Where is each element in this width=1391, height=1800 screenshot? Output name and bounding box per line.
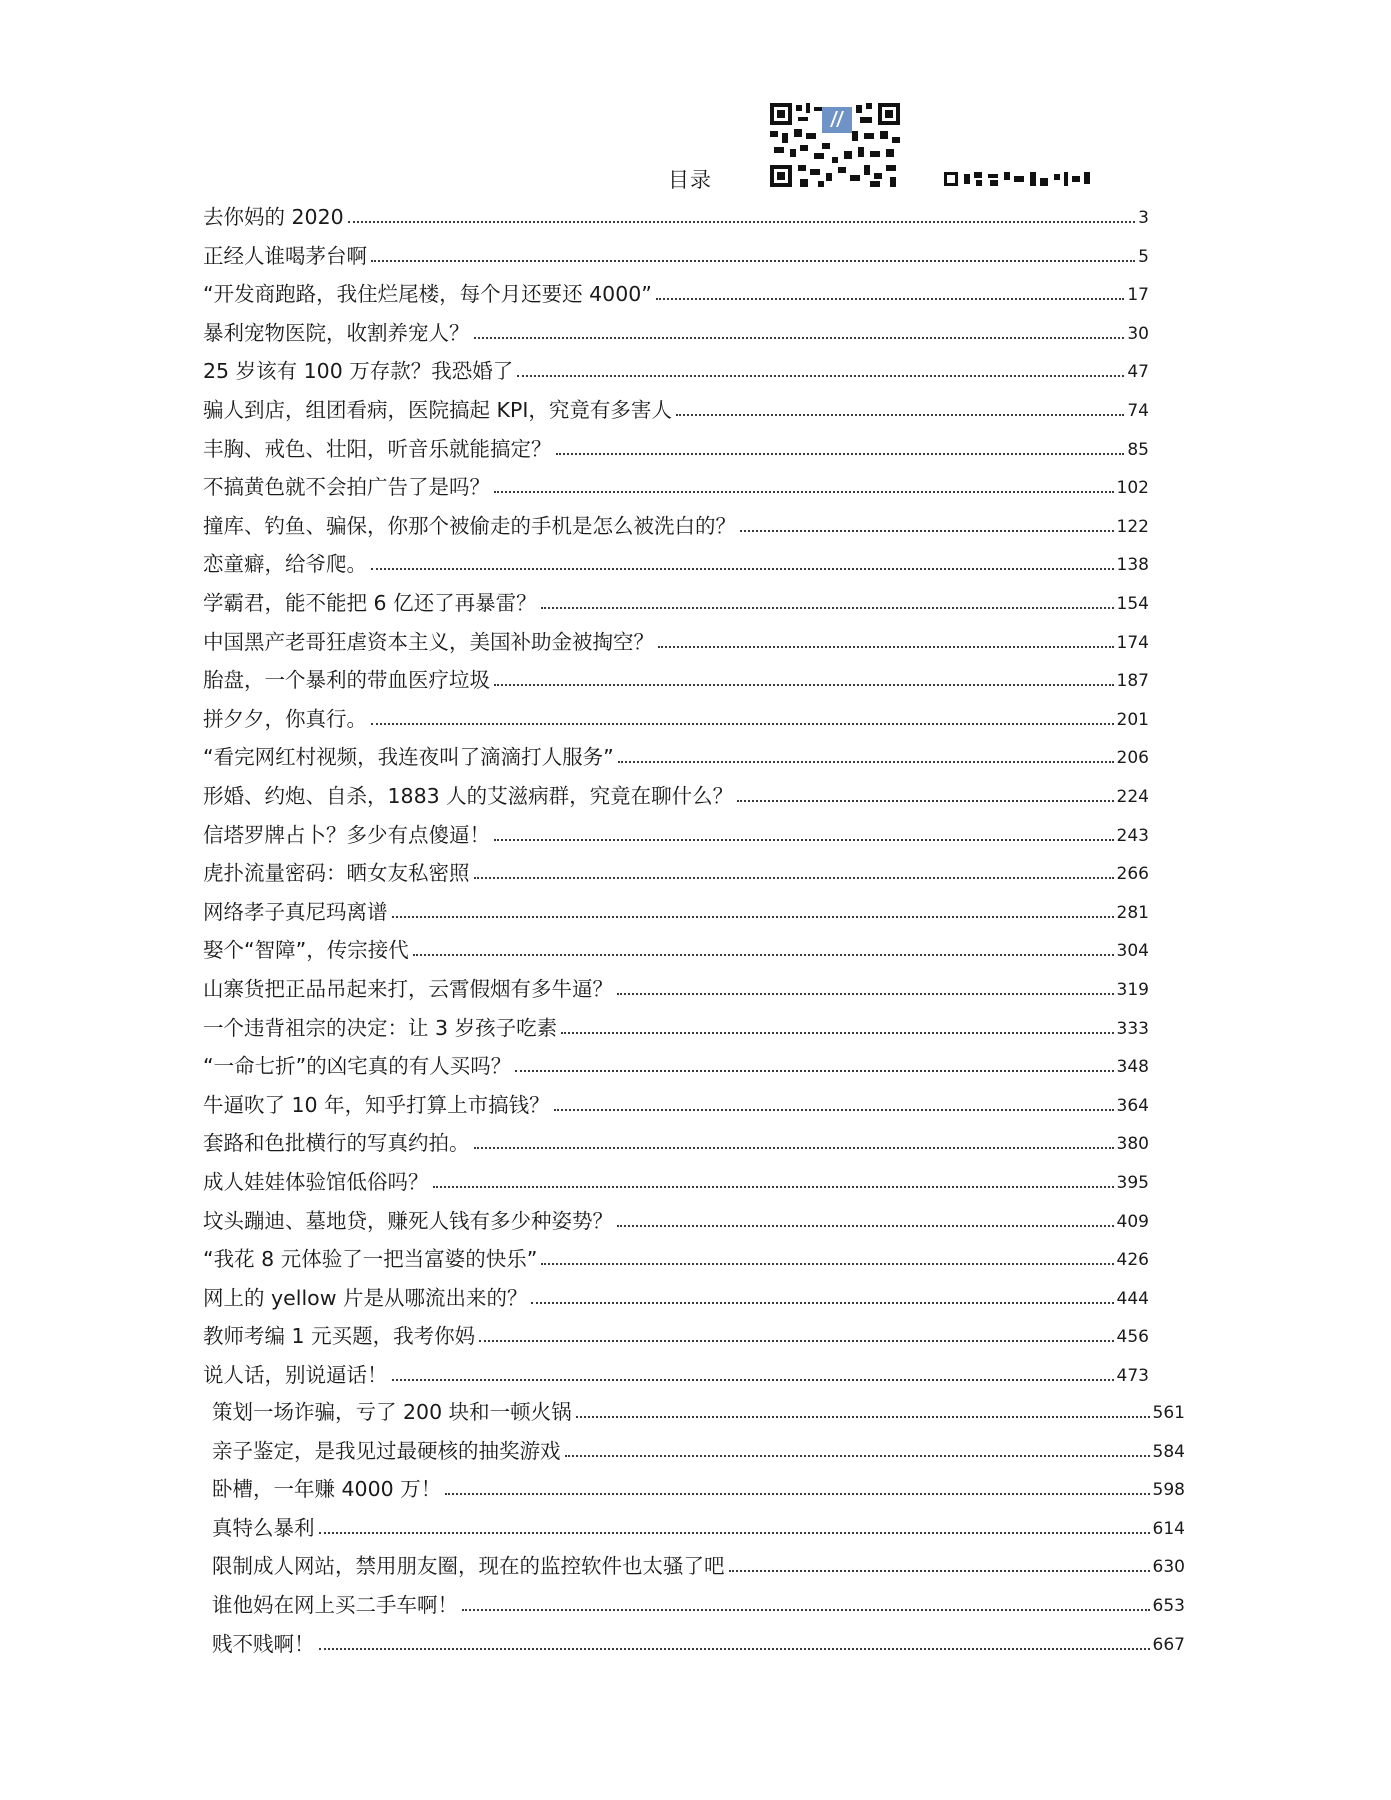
toc-entry-title: 娶个“智障”，传宗接代 xyxy=(203,938,409,963)
toc-entry[interactable] xyxy=(203,1122,1149,1156)
dot-leader xyxy=(541,607,1114,609)
toc-entry-title: 撞库、钓鱼、骗保，你那个被偷走的手机是怎么被洗白的？ xyxy=(203,513,736,538)
toc-entry[interactable] xyxy=(212,1623,1185,1657)
toc-entry-title: 坟头蹦迪、墓地贷，赚死人钱有多少种姿势？ xyxy=(203,1208,613,1233)
toc-entry-title: 说人话，别说逼话！ xyxy=(203,1363,388,1387)
toc-entry[interactable] xyxy=(203,698,1149,732)
dot-leader xyxy=(371,568,1114,570)
toc-entry[interactable] xyxy=(203,196,1149,230)
dot-leader xyxy=(371,723,1114,725)
dot-leader xyxy=(556,453,1125,455)
toc-entry-page-number: 174 xyxy=(1116,632,1149,653)
dot-leader xyxy=(348,221,1135,223)
toc-entry-page-number: 380 xyxy=(1116,1134,1149,1155)
toc-entry-title: “看完网红村视频，我连夜叫了滴滴打人服务” xyxy=(203,745,614,770)
dot-leader xyxy=(576,1416,1150,1418)
toc-entry-title: 贱不贱啊！ xyxy=(212,1631,315,1656)
toc-entry-page-number: 364 xyxy=(1116,1095,1149,1116)
toc-entry[interactable] xyxy=(203,1161,1149,1195)
dot-leader xyxy=(740,530,1114,532)
dot-leader xyxy=(479,1340,1113,1342)
toc-entry-title: 谁他妈在网上买二手车啊！ xyxy=(212,1593,458,1617)
dot-leader xyxy=(474,1147,1114,1149)
toc-entry[interactable] xyxy=(203,428,1149,462)
toc-entry-page-number: 224 xyxy=(1116,787,1149,807)
toc-entry-page-number: 653 xyxy=(1152,1596,1185,1616)
toc-entry-title: 真特么暴利 xyxy=(212,1515,315,1540)
toc-entry-title: “一命七折”的凶宅真的有人买吗？ xyxy=(203,1054,512,1079)
toc-entry-page-number: 3 xyxy=(1138,208,1149,228)
dot-leader xyxy=(319,1648,1150,1650)
dot-leader xyxy=(445,1493,1149,1495)
toc-entry[interactable] xyxy=(203,466,1149,500)
dot-leader xyxy=(541,1263,1113,1265)
dot-leader xyxy=(433,1186,1114,1188)
toc-entry[interactable] xyxy=(203,891,1149,925)
toc-entry-page-number: 17 xyxy=(1127,285,1149,306)
toc-entry-page-number: 266 xyxy=(1116,864,1149,885)
toc-entry-page-number: 456 xyxy=(1116,1327,1149,1348)
toc-entry-page-number: 5 xyxy=(1138,246,1149,267)
dot-leader xyxy=(554,1109,1114,1111)
toc-entry-page-number: 473 xyxy=(1116,1366,1149,1386)
toc-entry-page-number: 85 xyxy=(1127,439,1149,460)
dot-leader xyxy=(494,491,1114,493)
toc-entry[interactable] xyxy=(212,1430,1185,1464)
dot-leader xyxy=(676,414,1124,416)
toc-entry-page-number: 30 xyxy=(1127,323,1149,344)
toc-entry-page-number: 74 xyxy=(1127,401,1149,421)
dot-leader xyxy=(531,1302,1113,1304)
toc-entry-page-number: 304 xyxy=(1116,941,1149,962)
toc-entry[interactable] xyxy=(203,235,1149,269)
dot-leader xyxy=(319,1532,1150,1534)
dot-leader xyxy=(617,1225,1114,1227)
toc-entry[interactable] xyxy=(203,621,1149,655)
toc-entry-title: 一个违背祖宗的决定：让 3 岁孩子吃素 xyxy=(203,1015,558,1040)
toc-entry[interactable] xyxy=(203,543,1149,577)
dot-leader xyxy=(656,298,1124,300)
toc-entry[interactable] xyxy=(203,1354,1149,1388)
toc-entry[interactable] xyxy=(203,1315,1149,1349)
dot-leader xyxy=(617,993,1114,995)
toc-entry[interactable] xyxy=(212,1545,1185,1579)
toc-entry-page-number: 333 xyxy=(1116,1018,1149,1039)
toc-entry-title: 暴利宠物医院，收割养宠人？ xyxy=(203,320,470,345)
dot-leader xyxy=(462,1609,1150,1611)
toc-entry[interactable] xyxy=(212,1391,1185,1425)
toc-entry-title: 套路和色批横行的写真约拍。 xyxy=(203,1131,470,1156)
toc-entry-page-number: 395 xyxy=(1116,1173,1149,1193)
dot-leader xyxy=(474,877,1114,879)
toc-entry-page-number: 409 xyxy=(1116,1211,1149,1232)
toc-entry-title: 虎扑流量密码：晒女友私密照 xyxy=(203,861,470,886)
toc-entry-title: 形婚、约炮、自杀，1883 人的艾滋病群，究竟在聊什么？ xyxy=(203,784,734,808)
toc-entry-page-number: 614 xyxy=(1152,1518,1185,1539)
toc-entry-title: 策划一场诈骗，亏了 200 块和一顿火锅 xyxy=(212,1400,572,1424)
toc-entry-title: 牛逼吹了 10 年，知乎打算上市搞钱？ xyxy=(203,1092,550,1117)
toc-entry-title: 拼夕夕，你真行。 xyxy=(203,706,367,731)
toc-entry[interactable] xyxy=(203,929,1149,963)
toc-entry-title: 信塔罗牌占卜？多少有点傻逼！ xyxy=(203,822,490,847)
toc-entry[interactable] xyxy=(212,1468,1185,1502)
toc-entry[interactable] xyxy=(203,312,1149,346)
toc-entry-title: 亲子鉴定，是我见过最硬核的抽奖游戏 xyxy=(212,1438,561,1463)
toc-entry[interactable] xyxy=(203,814,1149,848)
toc-entry[interactable] xyxy=(203,659,1149,693)
toc-entry-title: 丰胸、戒色、壮阳，听音乐就能搞定？ xyxy=(203,436,552,461)
toc-entry-page-number: 138 xyxy=(1116,555,1149,576)
toc-entry-title: 学霸君，能不能把 6 亿还了再暴雷？ xyxy=(203,591,537,615)
dot-leader xyxy=(729,1570,1150,1572)
toc-entry[interactable] xyxy=(203,1238,1149,1272)
toc-entry[interactable] xyxy=(203,1007,1149,1041)
dot-leader xyxy=(392,916,1114,918)
dot-leader xyxy=(515,1070,1113,1072)
toc-entry-title: 正经人谁喝茅台啊 xyxy=(203,243,367,268)
toc-entry-title: 成人娃娃体验馆低俗吗？ xyxy=(203,1170,429,1194)
toc-entry[interactable] xyxy=(203,852,1149,886)
toc-entry[interactable] xyxy=(203,582,1149,616)
toc-entry-title: 卧槽，一年赚 4000 万！ xyxy=(212,1477,442,1502)
toc-entry-title: 山寨货把正品吊起来打，云霄假烟有多牛逼？ xyxy=(203,977,613,1001)
dot-leader xyxy=(565,1455,1150,1457)
toc-entry-page-number: 201 xyxy=(1116,709,1149,730)
dot-leader xyxy=(561,1032,1113,1034)
dot-leader xyxy=(494,684,1114,686)
toc-entry-title: 网上的 yellow 片是从哪流出来的？ xyxy=(203,1285,528,1310)
toc-entry[interactable] xyxy=(203,1200,1149,1234)
toc-entry-title: 网络孝子真尼玛离谱 xyxy=(203,899,388,924)
toc-entry-page-number: 584 xyxy=(1152,1441,1185,1462)
toc-entry-title: 教师考编 1 元买题，我考你妈 xyxy=(203,1324,476,1349)
toc-entry[interactable] xyxy=(212,1507,1185,1541)
dot-leader xyxy=(474,337,1125,339)
toc-entry-page-number: 348 xyxy=(1116,1057,1149,1078)
toc-entry-title: “开发商跑路，我住烂尾楼，每个月还要还 4000” xyxy=(203,282,652,307)
dot-leader xyxy=(517,375,1124,377)
toc-entry-page-number: 426 xyxy=(1116,1250,1149,1271)
toc-entry[interactable] xyxy=(203,273,1149,307)
toc-entry-title: 恋童癖，给爷爬。 xyxy=(203,552,367,577)
toc-entry-page-number: 206 xyxy=(1116,748,1149,769)
toc-entry[interactable] xyxy=(203,505,1149,539)
toc-entry-title: 25 岁该有 100 万存款？我恐婚了 xyxy=(203,359,514,384)
dot-leader xyxy=(392,1379,1114,1381)
toc-entry-page-number: 102 xyxy=(1116,478,1149,499)
toc-entry-title: 骗人到店，组团看病，医院搞起 KPI，究竟有多害人 xyxy=(203,398,672,422)
dot-leader xyxy=(494,839,1114,841)
toc-entry-title: 不搞黄色就不会拍广告了是吗？ xyxy=(203,475,490,500)
toc-entry-page-number: 243 xyxy=(1116,825,1149,846)
toc-entry-page-number: 281 xyxy=(1116,902,1149,923)
dot-leader xyxy=(371,260,1135,262)
toc-entry-page-number: 319 xyxy=(1116,980,1149,1000)
toc-entry-title: 限制成人网站，禁用朋友圈，现在的监控软件也太骚了吧 xyxy=(212,1554,725,1579)
toc-entry-title: 去你妈的 2020 xyxy=(203,205,344,229)
toc-entry-title: 胎盘，一个暴利的带血医疗垃圾 xyxy=(203,668,490,693)
toc-entry-page-number: 444 xyxy=(1116,1288,1149,1309)
dot-leader xyxy=(618,761,1114,763)
toc-entry[interactable] xyxy=(203,389,1149,423)
toc-entry-page-number: 561 xyxy=(1152,1403,1185,1423)
toc-entry-page-number: 47 xyxy=(1127,362,1149,383)
toc-heading: 目录 xyxy=(668,168,712,192)
toc-entry[interactable] xyxy=(212,1584,1185,1618)
dot-leader xyxy=(413,954,1114,956)
toc-entry-page-number: 667 xyxy=(1152,1634,1185,1655)
toc-entry-page-number: 187 xyxy=(1116,671,1149,692)
toc-entry[interactable] xyxy=(203,1084,1149,1118)
toc-entry-page-number: 122 xyxy=(1116,516,1149,537)
dot-leader xyxy=(658,646,1114,648)
toc-entry-page-number: 630 xyxy=(1152,1557,1185,1578)
toc-entry[interactable] xyxy=(203,968,1149,1002)
toc-entry[interactable] xyxy=(203,1277,1149,1311)
toc-entry[interactable] xyxy=(203,736,1149,770)
toc-entry[interactable] xyxy=(203,350,1149,384)
toc-entry-page-number: 598 xyxy=(1152,1480,1185,1501)
toc-entry-page-number: 154 xyxy=(1116,594,1149,614)
dot-leader xyxy=(737,800,1113,802)
toc-entry-title: 中国黑产老哥狂虐资本主义，美国补助金被掏空？ xyxy=(203,629,654,654)
toc-entry[interactable] xyxy=(203,775,1149,809)
toc-entry[interactable] xyxy=(203,1045,1149,1079)
toc-entry-title: “我花 8 元体验了一把当富婆的快乐” xyxy=(203,1247,538,1272)
